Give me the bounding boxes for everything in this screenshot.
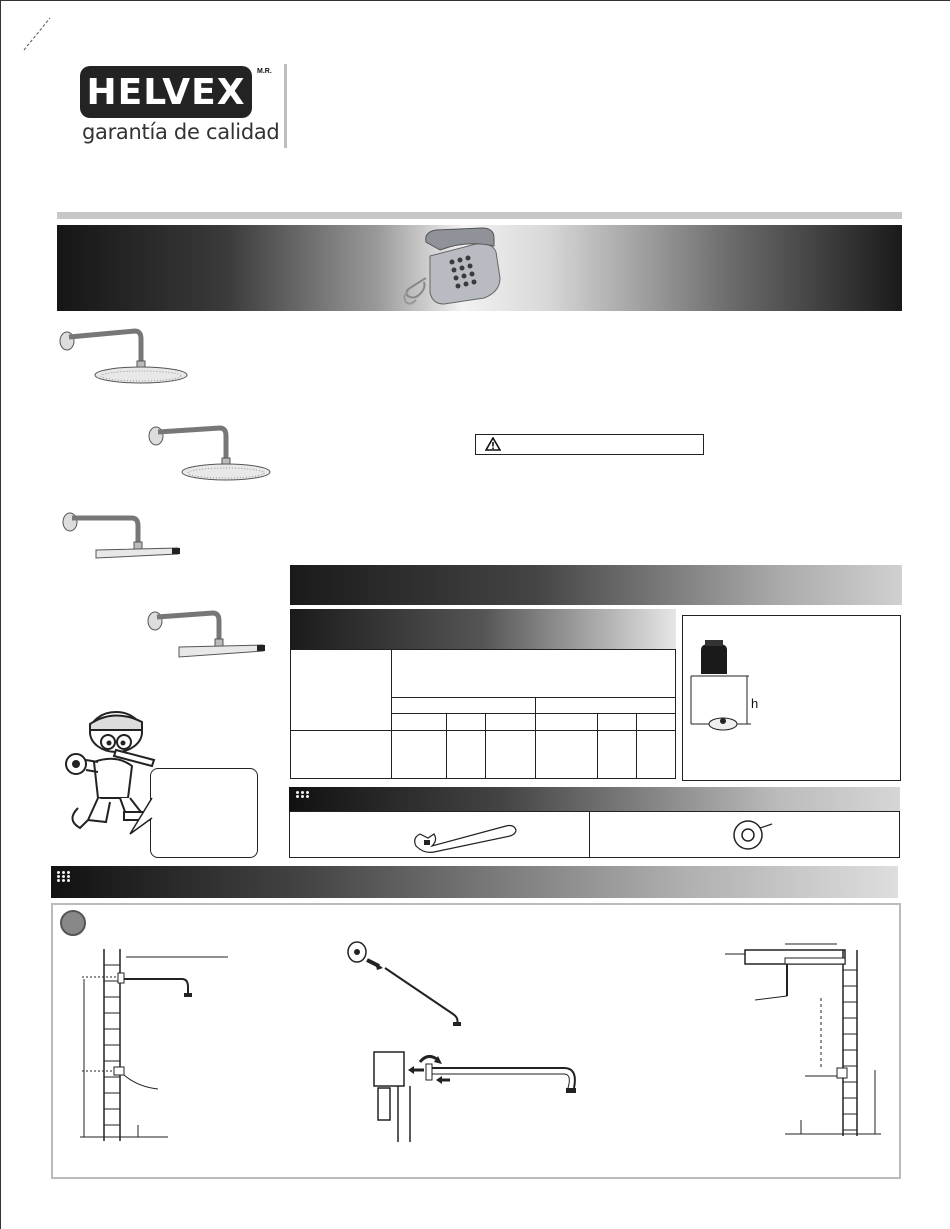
brand-logo: [80, 66, 252, 118]
arm-tightening-diagram: [368, 1050, 588, 1145]
header-divider: [284, 64, 287, 148]
tools-box: [289, 811, 900, 858]
adjustable-wrench-icon: [410, 818, 520, 854]
header-rule: [57, 212, 902, 219]
pressure-table-header-band: [290, 609, 676, 649]
height-label: h: [751, 696, 759, 711]
arm-flange-assembly-diagram: [345, 938, 475, 1030]
brand-tagline: garantía de calidad: [82, 120, 280, 144]
specifications-header-band: [290, 565, 902, 605]
telephone-icon: [396, 226, 506, 310]
shower-head-square-large: [60, 508, 185, 566]
speech-bubble-tail: [128, 796, 154, 836]
teflon-tape-icon: [730, 818, 774, 852]
warning-triangle-icon: [485, 437, 501, 451]
tools-header-band: [289, 787, 900, 811]
pressure-table: [290, 649, 676, 779]
bullet-dots-icon: [57, 871, 71, 882]
wall-height-diagram: [78, 945, 248, 1145]
wall-distance-diagram: [725, 940, 885, 1140]
bullet-dots-icon: [296, 791, 310, 798]
water-tank-height-diagram: [687, 640, 777, 740]
shower-head-round-large: [55, 325, 190, 387]
brand-name: HELVEX: [86, 71, 246, 113]
mascot-speech-bubble: [150, 768, 258, 858]
shower-head-round-medium: [144, 420, 274, 482]
brand-mark: M.R.: [257, 68, 272, 75]
warning-box: [475, 434, 704, 455]
shower-head-square-medium: [145, 605, 270, 663]
pressure-diagram-box: [682, 615, 901, 781]
installation-header-band: [51, 866, 898, 898]
step-number-badge: [60, 910, 86, 936]
corner-cut-mark: [22, 16, 52, 52]
